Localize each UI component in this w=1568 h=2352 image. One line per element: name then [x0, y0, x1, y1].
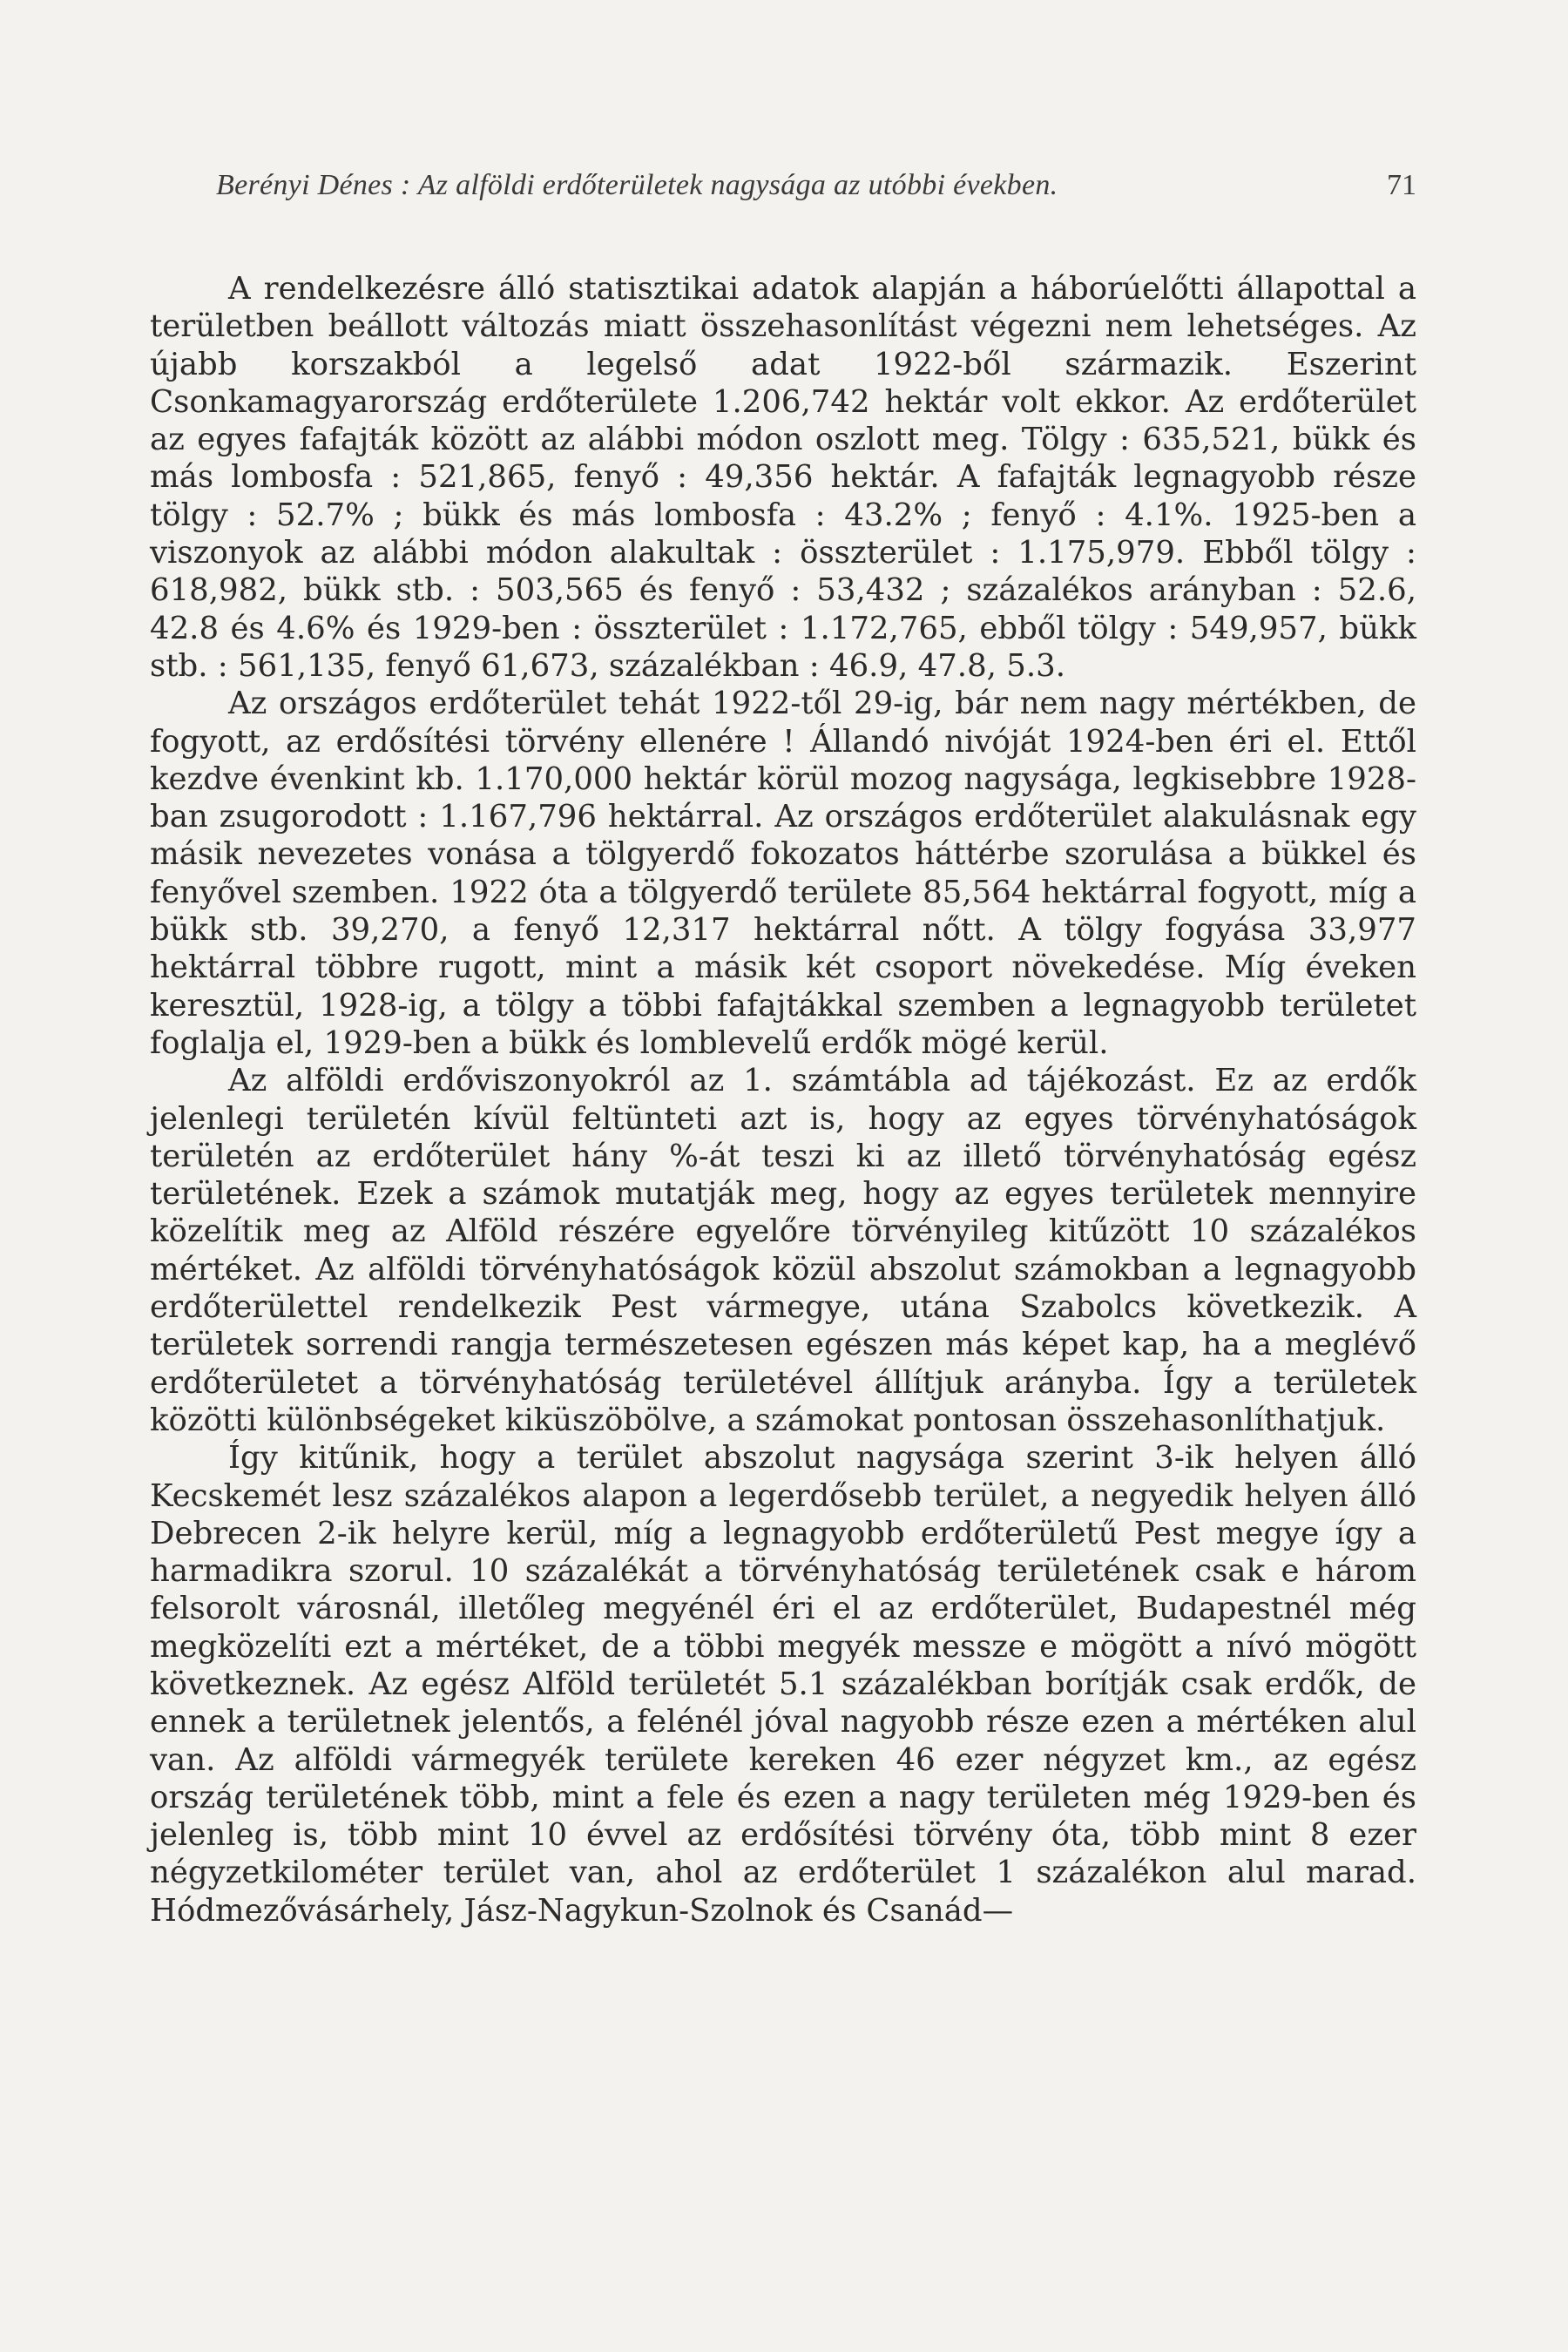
paragraph-3: Az alföldi erdőviszonyokról az 1. számtábla ad tájékozást. Ez az erdők jelenlegi területén kívül feltünteti azt is, hogy az egyes törvényhatóságok területén az erdőterület hány %-át teszi ki az illető törvényhatóság egész területének. Ezek a számok mutatják meg, hogy az egyes területek mennyire közelítik meg az Alföld részére egyelőre törvényileg kitűzött 10 százalékos mértéket. Az alföldi törvényhatóságok közül abszolut számokban a legnagyobb erdőterülettel rendelkezik Pest vármegye, utána Szabolcs következik. A területek sorrendi rangja természetesen egészen más képet kap, ha a meglévő erdőterületet a törvényhatóság területével állítjuk arányba. Így a területek közötti különbségeket kiküszöbölve, a számokat pontosan összehasonlíthatjuk.: [150, 1063, 1416, 1438]
body-text: [150, 270, 1416, 1930]
running-header: [150, 157, 1416, 209]
page-number: 71: [1387, 169, 1416, 201]
book-page: [150, 157, 1416, 1930]
paragraph-4: Így kitűnik, hogy a terület abszolut nagysága szerint 3-ik helyen álló Kecskemét lesz százalékos alapon a legerdősebb terület, a negyedik helyen álló Debrecen 2-ik helyre kerül, míg a legnagyobb erdőterületű Pest megye így a harmadikra szorul. 10 százalékát a törvényhatóság területének csak e három felsorolt városnál, illetőleg megyénél éri el az erdőterület, Budapestnél még megközelíti ezt a mértéket, de a többi megyék messze e mögött a nívó mögött következnek. Az egész Alföld területét 5.1 százalékban borítják csak erdők, de ennek a területnek jelentős, a felénél jóval nagyobb része ezen a mértéken alul van. Az alföldi vármegyék területe kereken 46 ezer négyzet km., az egész ország területének több, mint a fele és ezen a nagy területen még 1929-ben és jelenleg is, több mint 10 évvel az erdősítési törvény óta, több mint 8 ezer négyzetkilométer terület van, ahol az erdőterület 1 százalékon alul marad. Hódmezővásárhely, Jász-Nagykun-Szolnok és Csanád—: [150, 1440, 1416, 1929]
paragraph-2: Az országos erdőterület tehát 1922-től 29-ig, bár nem nagy mértékben, de fogyott, az erdősítési törvény ellenére ! Állandó nivóját 1924-ben éri el. Ettől kezdve évenkint kb. 1.170,000 hektár körül mozog nagysága, legkisebbre 1928-ban zsugorodott : 1.167,796 hektárral. Az országos erdőterület alakulásnak egy másik nevezetes vonása a tölgyerdő fokozatos háttérbe szorulása a bükkel és fenyővel szemben. 1922 óta a tölgyerdő területe 85,564 hektárral fogyott, míg a bükk stb. 39,270, a fenyő 12,317 hektárral nőtt. A tölgy fogyása 33,977 hektárral többre rugott, mint a másik két csoport növekedése. Míg éveken keresztül, 1928-ig, a tölgy a többi fafajtákkal szemben a legnagyobb területet foglalja el, 1929-ben a bükk és lomblevelű erdők mögé kerül.: [150, 686, 1416, 1061]
paragraph-1: A rendelkezésre álló statisztikai adatok alapján a háborúelőtti állapottal a területben beállott változás miatt összehasonlítást végezni nem lehetséges. Az újabb korszakból a legelső adat 1922-ből származik. Eszerint Csonkamagyarország erdőterülete 1.206,742 hektár volt ekkor. Az erdőterület az egyes fafajták között az alábbi módon oszlott meg. Tölgy : 635,521, bükk és más lombosfa : 521,865, fenyő : 49,356 hektár. A fafajták legnagyobb része tölgy : 52.7% ; bükk és más lombosfa : 43.2% ; fenyő : 4.1%. 1925-ben a viszonyok az alábbi módon alakultak : összterület : 1.175,979. Ebből tölgy : 618,982, bükk stb. : 503,565 és fenyő : 53,432 ; százalékos arányban : 52.6, 42.8 és 4.6% és 1929-ben : összterület : 1.172,765, ebből tölgy : 549,957, bükk stb. : 561,135, fenyő 61,673, százalékban : 46.9, 47.8, 5.3.: [150, 271, 1416, 684]
header-title: Berényi Dénes : Az alföldi erdőterületek nagysága az utóbbi években.: [216, 169, 1058, 201]
